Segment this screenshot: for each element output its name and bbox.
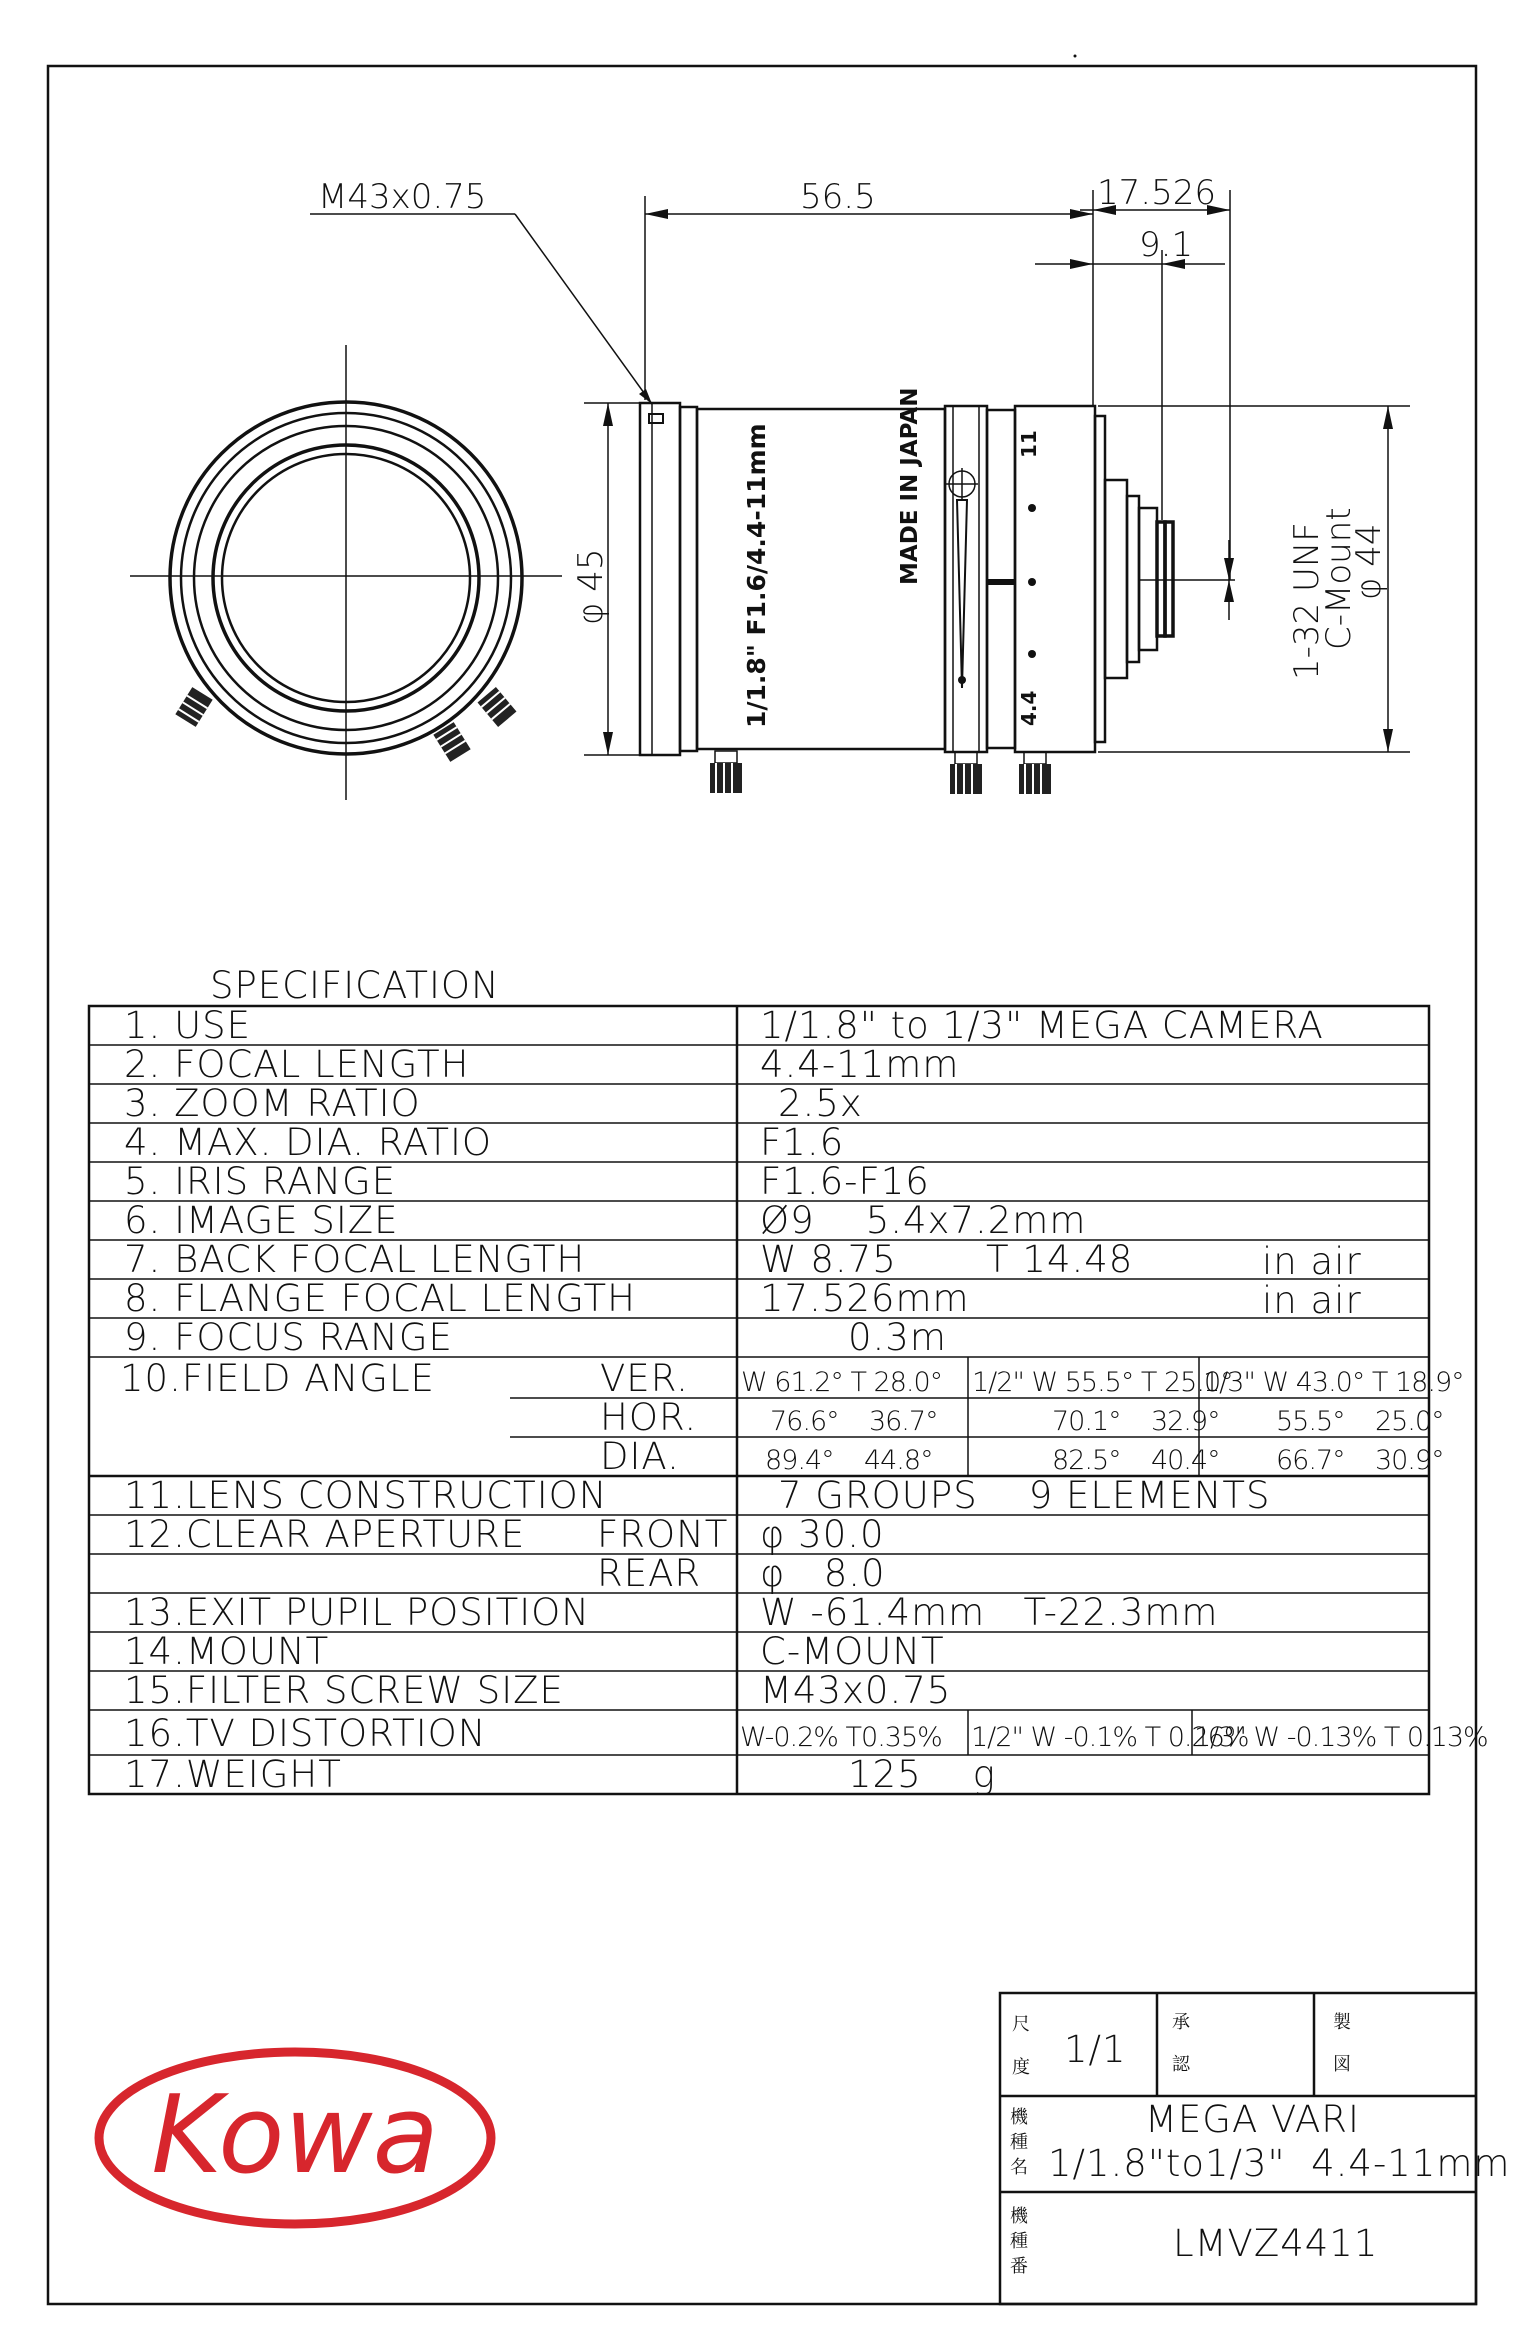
make-label-1: 製 — [1333, 2012, 1351, 2033]
spec-aperture-front-label: FRONT — [597, 1513, 729, 1556]
spec-exit-pupil-value: W -61.4mm T-22.3mm — [760, 1591, 1219, 1634]
spec-weight-value: 125 g — [848, 1753, 996, 1796]
zoom-dot-3 — [1028, 650, 1036, 658]
field-hor-c3: 55.5° 25.0° — [1276, 1406, 1444, 1437]
spec-ffl-note: in air — [1262, 1279, 1362, 1322]
spec-aperture-label: 12.CLEAR APERTURE — [124, 1513, 526, 1556]
spec-focal-label: 2. FOCAL LENGTH — [124, 1043, 470, 1086]
front-dia-dim: φ 45 — [571, 548, 611, 625]
spec-zoom-value: 2.5x — [778, 1082, 863, 1125]
spec-construction-label: 11.LENS CONSTRUCTION — [124, 1474, 608, 1517]
spec-maxdia-label: 4. MAX. DIA. RATIO — [124, 1121, 493, 1164]
model-number: LMVZ4411 — [1173, 2222, 1379, 2265]
field-ver-label: VER. — [600, 1357, 689, 1400]
distortion-c2: 1/2" W -0.1% T 0.26% — [971, 1722, 1249, 1753]
spec-mount-label: 14.MOUNT — [124, 1630, 330, 1673]
product-name-line1: MEGA VARI — [1145, 2098, 1360, 2141]
mount-depth-dim: 9.1 — [1139, 225, 1194, 265]
approve-label-2: 認 — [1172, 2054, 1190, 2075]
field-dia-label: DIA. — [600, 1435, 680, 1478]
num-label-2: 種 — [1010, 2231, 1028, 2252]
field-dia-c3: 66.7° 30.9° — [1276, 1445, 1444, 1476]
side-knob-1 — [710, 751, 742, 793]
front-knob-right-2 — [478, 687, 517, 727]
name-label-1: 機 — [1010, 2107, 1028, 2128]
name-label-3: 名 — [1010, 2157, 1028, 2178]
flange-focal-dim: 17.526 — [1097, 173, 1216, 213]
spec-iris-label: 5. IRIS RANGE — [124, 1160, 397, 1203]
spec-filter-label: 15.FILTER SCREW SIZE — [124, 1669, 564, 1712]
spec-maxdia-value: F1.6 — [760, 1121, 845, 1164]
spec-image-value: Ø9 5.4x7.2mm — [760, 1199, 1087, 1242]
make-label-2: 図 — [1333, 2054, 1351, 2075]
approve-label-1: 承 — [1172, 2012, 1190, 2033]
barrel-origin-text: MADE IN JAPAN — [897, 387, 923, 585]
side-knob-2 — [950, 752, 982, 794]
barrel-model-text: 1/1.8" F1.6/4.4-11mm — [742, 423, 771, 728]
mount-thread-dim: 1-32 UNF — [1287, 522, 1327, 680]
zoom-dot-2 — [1028, 578, 1036, 586]
zoom-dot-1 — [1028, 504, 1036, 512]
scale-label-1: 尺 — [1012, 2014, 1030, 2035]
num-label-1: 機 — [1010, 2206, 1028, 2227]
product-name-line2: 1/1.8"to1/3" 4.4-11mm — [1048, 2142, 1511, 2185]
spec-exit-pupil-label: 13.EXIT PUPIL POSITION — [124, 1591, 590, 1634]
spec-ffl-label: 8. FLANGE FOCAL LENGTH — [124, 1277, 636, 1320]
spec-bfl-value: W 8.75 T 14.48 — [760, 1238, 1134, 1281]
spec-zoom-label: 3. ZOOM RATIO — [124, 1082, 421, 1125]
field-hor-c2: 70.1° 32.9° — [1052, 1406, 1220, 1437]
spec-distortion-label: 16.TV DISTORTION — [124, 1712, 487, 1755]
num-label-3: 番 — [1010, 2256, 1028, 2277]
spec-aperture-rear-label: REAR — [597, 1552, 702, 1595]
zoom-wide-label: 4.4 — [1017, 690, 1041, 726]
spec-filter-value: M43x0.75 — [760, 1669, 952, 1712]
mount-type-dim: C-Mount — [1319, 507, 1359, 650]
zoom-tele-label: 11 — [1017, 430, 1041, 458]
lens-side-view — [640, 388, 1235, 794]
filter-thread-dim: M43x0.75 — [318, 177, 487, 217]
stray-dot — [1074, 55, 1077, 58]
scale-label-2: 度 — [1012, 2057, 1030, 2078]
dimension-lines — [310, 173, 1410, 755]
field-dia-c2: 82.5° 40.4° — [1052, 1445, 1220, 1476]
length-dim: 56.5 — [800, 177, 876, 217]
kowa-logo-text: Kowa — [151, 2073, 439, 2198]
distortion-c1: W-0.2% T0.35% — [740, 1722, 942, 1753]
spec-title: SPECIFICATION — [210, 964, 500, 1007]
title-block — [1000, 1993, 1510, 2304]
spec-bfl-note: in air — [1262, 1240, 1362, 1283]
front-knob-left — [175, 687, 212, 727]
spec-focus-label: 9. FOCUS RANGE — [124, 1316, 453, 1359]
spec-aperture-front-value: φ 30.0 — [760, 1513, 885, 1556]
field-dia-c1: 89.4° 44.8° — [765, 1445, 933, 1476]
field-ver-c3: 1/3" W 43.0° T 18.9° — [1203, 1367, 1464, 1398]
spec-field-angle-label: 10.FIELD ANGLE — [120, 1357, 435, 1400]
spec-use-value: 1/1.8" to 1/3" MEGA CAMERA — [760, 1004, 1324, 1047]
rear-dia-dim: φ 44 — [1349, 523, 1389, 600]
distortion-c3: 1/3" W -0.13% T 0.13% — [1194, 1722, 1488, 1753]
kowa-logo — [99, 2052, 491, 2224]
spec-mount-value: C-MOUNT — [760, 1630, 945, 1673]
name-label-2: 種 — [1010, 2132, 1028, 2153]
specification-table — [89, 964, 1488, 1796]
field-ver-c2: 1/2" W 55.5° T 25.0° — [972, 1367, 1233, 1398]
field-ver-c1: W 61.2° T 28.0° — [741, 1367, 943, 1398]
scale-value: 1/1 — [1064, 2028, 1127, 2071]
spec-iris-value: F1.6-F16 — [760, 1160, 930, 1203]
spec-bfl-label: 7. BACK FOCAL LENGTH — [124, 1238, 586, 1281]
side-knob-3 — [1019, 752, 1051, 794]
spec-focal-value: 4.4-11mm — [760, 1043, 960, 1086]
spec-image-label: 6. IMAGE SIZE — [124, 1199, 399, 1242]
field-hor-c1: 76.6° 36.7° — [770, 1406, 938, 1437]
spec-aperture-rear-value: φ 8.0 — [760, 1552, 886, 1595]
spec-ffl-value: 17.526mm — [760, 1277, 970, 1320]
field-hor-label: HOR. — [600, 1396, 698, 1439]
spec-focus-value: 0.3m — [848, 1316, 947, 1359]
lens-front-view — [130, 345, 562, 800]
spec-construction-value: 7 GROUPS 9 ELEMENTS — [778, 1474, 1271, 1517]
spec-weight-label: 17.WEIGHT — [124, 1753, 342, 1796]
spec-use-label: 1. USE — [124, 1004, 252, 1047]
